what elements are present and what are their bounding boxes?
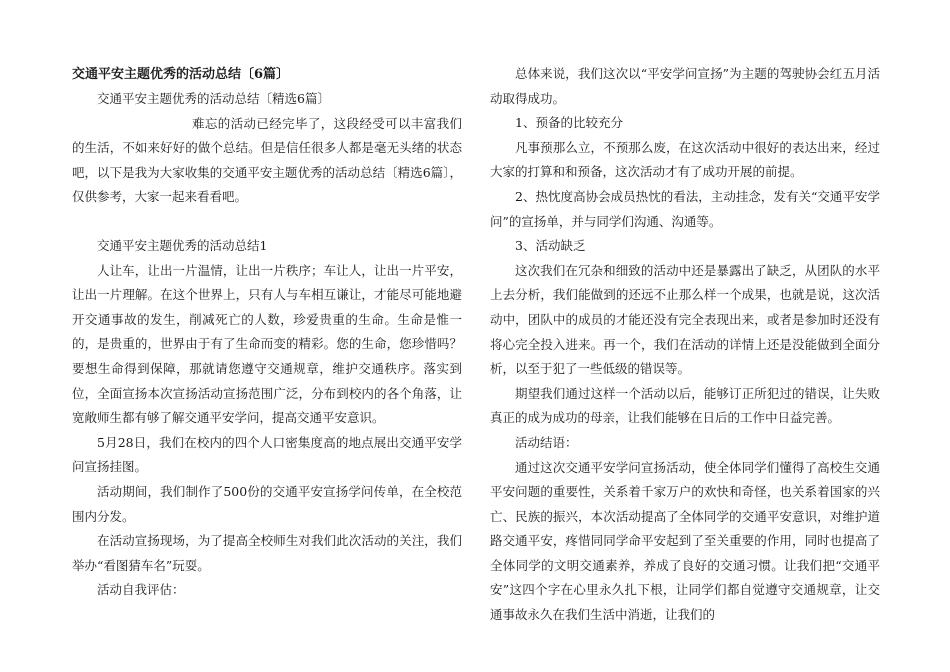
list-item-heading: 3、活动缺乏 — [515, 238, 586, 254]
body-paragraph: 活动期间，我们制作了500份的交通平安宣扬学问传单，在全校范围内分发。 — [72, 483, 462, 524]
body-paragraph: 这次我们在冗杂和细致的活动中还是暴露出了缺乏，从团队的水平上去分析，我们能做到的还远不止那么样一个成果，也就是说，这次活动中，团队中的成员的才能还没有完全表现出来，或者是参加时还没有将心完全投入进来。再一个，我们在活动的详情上还是没能做到全面分析，以至于犯了一些低级的错误等。 — [490, 262, 880, 377]
right-column — [490, 62, 880, 628]
body-paragraph: 期望我们通过这样一个活动以后，能够订正所犯过的错误，让失败真正的成为成功的母亲，让我们能够在日后的工作中日益完善。 — [490, 385, 880, 426]
section-gap — [72, 210, 462, 234]
body-paragraph: 凡事预那么立，不预那么废，在这次活动中很好的表达出来，经过大家的打算和和预备，这次活动才有了成功开展的前提。 — [490, 139, 880, 180]
intro-paragraph: 难忘的活动已经完毕了，这段经受可以丰富我们的生活，不如来好好的做个总结。但是信任很多人都是毫无头绪的状态吧，以下是我为大家收集的交通平安主题优秀的活动总结〔精选6篇〕，仅供参考，大家一起来看看吧。 — [72, 115, 462, 205]
body-paragraph: 通过这次交通平安学问宣扬活动，使全体同学们懂得了高校生交通平安问题的重要性，关系着千家万户的欢快和奇怪，也关系着国家的兴亡、民族的振兴，本次活动提高了全体同学的交通平安意识，对维护道路交通平安，疼惜同同学命平安起到了至关重要的作用，同时也提高了全体同学的文明交通素养，养成了良好的交通习惯。让我们把“交通平安”这四个字在心里永久扎下根，让同学们都自觉遵守交通规章，让交通事故永久在我们生活中消逝，让我们的 — [490, 459, 880, 623]
document-title: 交通平安主题优秀的活动总结〔6篇〕 — [72, 67, 290, 82]
body-paragraph: 活动自我评估： — [97, 582, 185, 598]
body-paragraph: 总体来说，我们这次以“平安学问宣扬”为主题的驾驶协会红五月活动取得成功。 — [490, 66, 880, 106]
list-item-heading: 1、预备的比较充分 — [515, 115, 623, 131]
section-title: 交通平安主题优秀的活动总结1 — [97, 237, 268, 253]
body-paragraph: 在活动宣扬现场，为了提高全校师生对我们此次活动的关注，我们举办“看图猜车名”玩耍。 — [72, 533, 462, 573]
left-column — [72, 62, 462, 603]
body-paragraph: 人让车，让出一片温情，让出一片秩序；车让人，让出一片平安，让出一片理解。在这个世界上，只有人与车相互谦让，才能尽可能地避开交通事故的发生，削减死亡的人数，珍爱贵重的生命。生命是惟一的，是贵重的，世界由于有了生命而变的精彩。您的生命，您珍惜吗？要想生命得到保障，那就请您遵守交通规章，维护交通秩序。落实到位，全面宣扬本次宣扬活动宣扬范围广泛，分布到校内的各个角落，让宽敞师生都有够了解交通平安学问，提高交通平安意识。 — [72, 262, 462, 426]
document-subtitle: 交通平安主题优秀的活动总结〔精选6篇〕 — [97, 91, 330, 106]
body-paragraph: 5月28日，我们在校内的四个人口密集度高的地点展出交通平安学问宣扬挂图。 — [72, 434, 462, 475]
conclusion-label: 活动结语： — [515, 434, 578, 450]
list-item-heading: 2、热忱度高协会成员热忱的看法，主动挂念，发有关“交通平安学问”的宣扬单，并与同学们沟通、沟通等。 — [490, 188, 880, 229]
